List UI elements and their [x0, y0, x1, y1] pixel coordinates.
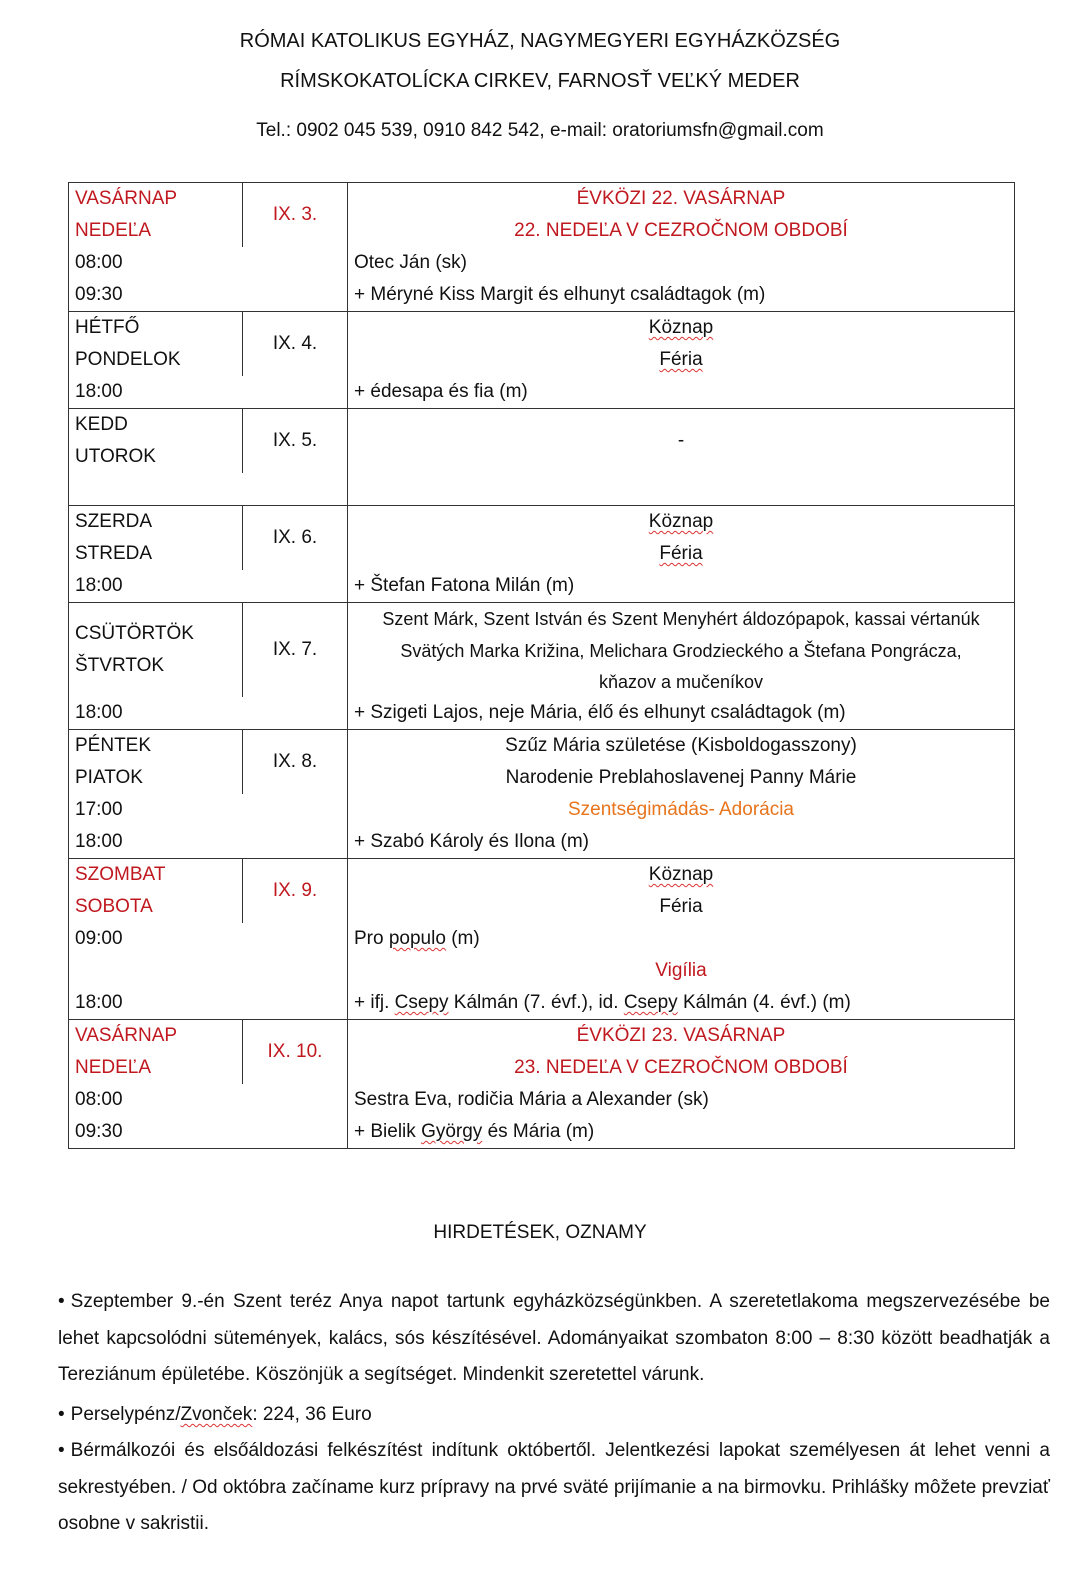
date: IX. 6.	[243, 506, 348, 571]
mass-intention: Pro populo (m)	[348, 923, 1015, 955]
schedule-row	[69, 794, 1015, 826]
announcement-item: • Szeptember 9.-én Szent teréz Anya napot tartunk egyházközségünkben. A szeretetlakoma megszervezésébe be lehet kapcsolódni sütemények, kalács, sós készítésével. Adományaikat szombaton 8:00 – 8:30 között beadhatják a Tereziánum épületébe. Köszönjük a segítséget. Mindenkit szeretettel várunk.	[58, 1291, 1050, 1385]
day-hu: SZERDA	[69, 506, 243, 539]
mass-intention: + Štefan Fatona Milán (m)	[348, 570, 1015, 603]
mass-intention: Sestra Eva, rodičia Mária a Alexander (sk)	[348, 1084, 1015, 1116]
schedule-row	[69, 247, 1015, 279]
liturgical-title-sk: 23. NEDEĽA V CEZROČNOM OBDOBÍ	[348, 1052, 1015, 1084]
date: IX. 8.	[243, 730, 348, 795]
day-sk: UTOROK	[69, 441, 243, 473]
day-hu: HÉTFŐ	[69, 312, 243, 345]
liturgical-title-sk: Féria	[348, 891, 1015, 923]
mass-time: 18:00	[69, 570, 243, 603]
mass-time: 18:00	[69, 697, 243, 730]
mass-intention: + édesapa és fia (m)	[348, 376, 1015, 409]
schedule-row	[69, 859, 1015, 892]
bullet: •	[58, 1404, 65, 1425]
day-hu: SZOMBAT	[69, 859, 243, 892]
adoration-label: Szentségimádás- Adorácia	[348, 794, 1015, 826]
schedule-row	[69, 826, 1015, 859]
day-hu: CSÜTÖRTÖK	[75, 623, 194, 644]
announcements-title: HIRDETÉSEK, OZNAMY	[433, 1222, 647, 1243]
mass-time: 09:00	[69, 923, 243, 955]
date: IX. 5.	[243, 409, 348, 474]
mass-time: 09:30	[69, 279, 243, 312]
schedule-row	[69, 730, 1015, 763]
schedule-row	[69, 183, 1015, 216]
liturgical-title-hu: Köznap	[648, 317, 714, 338]
liturgical-title-sk: Féria	[659, 349, 703, 370]
schedule-row	[69, 1020, 1015, 1053]
schedule-row	[69, 409, 1015, 442]
mass-intention: + ifj. Csepy Kálmán (7. évf.), id. Csepy Kálmán (4. évf.) (m)	[348, 987, 1015, 1020]
date: IX. 3.	[243, 183, 348, 248]
day-sk: NEDEĽA	[69, 1052, 243, 1084]
day-sk: ŠTVRTOK	[75, 655, 165, 676]
schedule-row	[69, 1116, 1015, 1149]
liturgical-title-hu: Köznap	[648, 864, 714, 885]
liturgical-title-hu: ÉVKÖZI 22. VASÁRNAP	[348, 183, 1015, 216]
schedule-row	[69, 215, 1015, 247]
schedule-row	[69, 570, 1015, 603]
mass-intention: + Bielik György és Mária (m)	[348, 1116, 1015, 1149]
date: IX. 9.	[243, 859, 348, 924]
mass-time: 08:00	[69, 1084, 243, 1116]
vigil-label: Vigília	[348, 955, 1015, 987]
schedule-row	[69, 1052, 1015, 1084]
liturgical-title-hu: ÉVKÖZI 23. VASÁRNAP	[348, 1020, 1015, 1053]
mass-intention: + Méryné Kiss Margit és elhunyt családtagok (m)	[348, 279, 1015, 312]
date: IX. 7.	[243, 603, 348, 698]
mass-time: 18:00	[69, 376, 243, 409]
schedule-row	[69, 923, 1015, 955]
day-sk: STREDA	[69, 538, 243, 570]
schedule-row	[69, 762, 1015, 794]
bullet: •	[58, 1291, 65, 1312]
bullet: •	[58, 1440, 65, 1461]
schedule-row	[69, 312, 1015, 345]
mass-intention: + Szabó Károly és Ilona (m)	[348, 826, 1015, 859]
liturgical-title-sk: Svätých Marka Križina, Melichara Grodzieckého a Štefana Pongrácza,	[348, 635, 1015, 667]
schedule-row	[69, 538, 1015, 570]
schedule-row	[69, 344, 1015, 376]
schedule-row	[69, 473, 1015, 506]
mass-time: 08:00	[69, 247, 243, 279]
schedule-row	[69, 987, 1015, 1020]
mass-intention: Otec Ján (sk)	[348, 247, 1015, 279]
mass-intention: + Szigeti Lajos, neje Mária, élő és elhunyt családtagok (m)	[348, 697, 1015, 730]
liturgical-title-hu: Szűz Mária születése (Kisboldogasszony)	[348, 730, 1015, 763]
liturgical-title-hu: Köznap	[648, 511, 714, 532]
day-hu: VASÁRNAP	[69, 183, 243, 216]
schedule-row	[69, 603, 1015, 636]
day-hu: VASÁRNAP	[69, 1020, 243, 1053]
mass-time: 09:30	[69, 1116, 243, 1149]
schedule-row	[69, 376, 1015, 409]
mass-time: 18:00	[69, 987, 243, 1020]
schedule-row	[69, 697, 1015, 730]
announcement-item: • Bérmálkozói és elsőáldozási felkészítést indítunk októbertől. Jelentkezési lapokat személyesen át lehet venni a sekrestyében. / Od októbra začíname kurz prípravy na prvé sväté prijímanie a na birmovku. Prihlášky môžete prevziať osobne v sakristii.	[58, 1440, 1050, 1534]
contact-line: Tel.: 0902 045 539, 0910 842 542, e-mail: oratoriumsfn@gmail.com	[256, 120, 824, 141]
liturgical-title-hu: Szent Márk, Szent István és Szent Menyhért áldozópapok, kassai vértanúk	[348, 603, 1015, 636]
liturgical-title-sk-cont: kňazov a mučeníkov	[348, 667, 1015, 697]
parish-name-hu: RÓMAI KATOLIKUS EGYHÁZ, NAGYMEGYERI EGYHÁZKÖZSÉG	[239, 30, 841, 52]
liturgical-title: -	[348, 409, 1015, 474]
date: IX. 10.	[243, 1020, 348, 1085]
day-sk: NEDEĽA	[69, 215, 243, 247]
mass-time: 17:00	[69, 794, 243, 826]
parish-name-sk: RÍMSKOKATOLÍCKA CIRKEV, FARNOSŤ VEĽKÝ MEDER	[280, 70, 800, 92]
schedule-row	[69, 1084, 1015, 1116]
mass-time: 18:00	[69, 826, 243, 859]
liturgical-title-sk: 22. NEDEĽA V CEZROČNOM OBDOBÍ	[348, 215, 1015, 247]
day-sk: PONDELOK	[69, 344, 243, 376]
date: IX. 4.	[243, 312, 348, 377]
day-hu: PÉNTEK	[69, 730, 243, 763]
day-sk: SOBOTA	[69, 891, 243, 923]
schedule-row	[69, 891, 1015, 923]
liturgical-title-sk: Féria	[659, 543, 703, 564]
schedule-row	[69, 279, 1015, 312]
day-hu: KEDD	[69, 409, 243, 442]
announcement-item: • Perselypénz/Zvonček: 224, 36 Euro	[58, 1404, 372, 1425]
schedule-row	[69, 506, 1015, 539]
liturgical-title-sk: Narodenie Preblahoslavenej Panny Márie	[348, 762, 1015, 794]
schedule-row	[69, 955, 1015, 987]
mass-schedule-table	[68, 182, 1015, 1149]
day-sk: PIATOK	[69, 762, 243, 794]
